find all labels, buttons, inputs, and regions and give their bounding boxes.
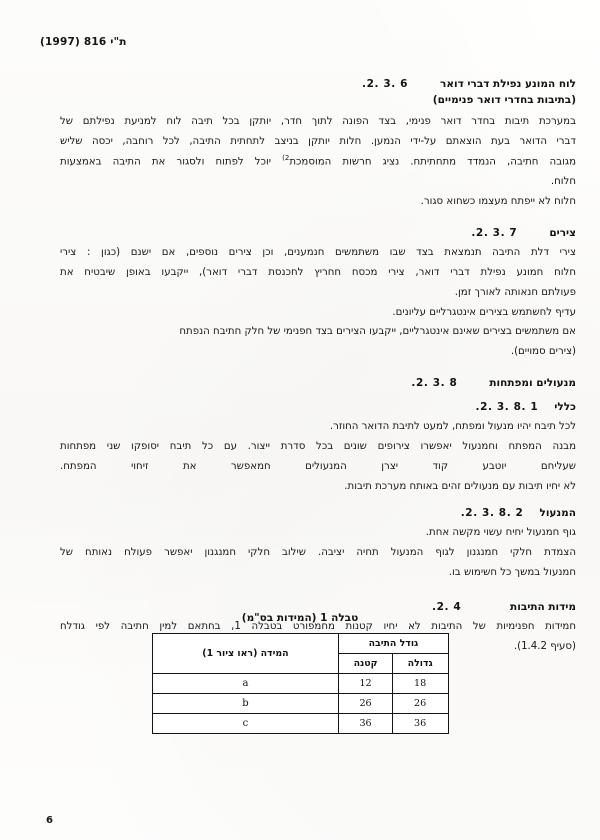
dimensions-table: [152, 633, 449, 734]
body-line: שעליחם יוטבע קוד יצרן המנעולים חמאפשר את זיחוי המפתח.: [60, 460, 576, 472]
header-size-large: גדולה: [392, 654, 448, 674]
body-line: צירי דלת התיבה תנמצאת בצד שבו משתמשים חנמענים, וכן צירים נוספים, אם ישנם (כגון : צירי: [60, 246, 576, 258]
cell-small: 36: [339, 714, 392, 734]
table-header-row-group: [152, 634, 448, 654]
section-title: לוח המונע נפילת דברי דואר: [440, 78, 576, 90]
body-line: דברי הדואר בעת הוצאתם על-ידי הנמען. חלות יותקן בניצב לתחתית התיבה, לכל רוחבה, יכסה שליש: [60, 135, 576, 147]
table-caption: טבלה 1 (המידות בס"מ): [241, 612, 359, 624]
section-subtitle: (בתיבות בחדרי דואר פנימיים): [432, 94, 576, 106]
section-title: כללי: [554, 401, 576, 414]
table-head: [152, 634, 448, 674]
cell-large: 18: [392, 674, 448, 694]
section-number: .2. 4: [432, 601, 462, 614]
section-number: .2. 3. 8. 1: [475, 401, 539, 414]
cell-measure: c: [152, 714, 339, 734]
body-line: (צירים סמויים).: [510, 346, 576, 358]
section-2-3-6: [22, 78, 576, 212]
body-line: הצמדת חלקי חמנגנון לגוף המנעול תחיה יציבה. שילוב חלקי חמנגנון יאפשר פעולח נאותח של: [60, 546, 576, 558]
body-text: מגובה חתיבה, הנמדד מתחתיתח. נציג חרשות המוסמכת: [289, 156, 576, 168]
body-line: במערכת תיבות בחדר דואר פנימי, בצד הפונה לתוך חדר, יותקן בכל תיבה לוח למניעת נפילתם של: [60, 116, 576, 127]
body-line: חלוח לא ייפתח מעצמו כשחוא סגור.: [420, 195, 576, 207]
section-heading: [22, 401, 576, 413]
body-line: לכל תיבח יהיו מנעול ומפתח, למעט לתיבת הדואר החוזר.: [329, 421, 576, 433]
section-2-3-7: [22, 227, 576, 362]
cell-large: 36: [392, 714, 448, 734]
document-body: [22, 78, 576, 659]
body-line: גוף חמנעול יחיח עשוי מקשה אחת.: [425, 526, 576, 538]
dimensions-table-block: [0, 612, 600, 734]
footnote-marker: 2): [282, 153, 290, 162]
table-body: [152, 674, 448, 734]
section-number: .2. 3. 8: [411, 377, 458, 390]
section-number: .2. 3. 7: [471, 226, 518, 239]
section-title: מידות התיבות: [510, 601, 576, 614]
body-line: [60, 152, 576, 172]
section-title: צירים: [549, 226, 576, 239]
section-body: [22, 243, 576, 362]
section-2-3-8: [22, 377, 576, 389]
table-row: [152, 714, 448, 734]
section-heading: [22, 227, 576, 239]
body-line: מבנה המפתח וחמנעול יאפשרו צירופים שונים בכל סדרת ייצור. עם כל תיבח יסופקו שני מפתחות: [60, 441, 576, 453]
section-number: .2. 3. 6: [362, 78, 409, 90]
section-heading: [22, 78, 576, 90]
body-line: חמנעול במשך כל חשימוש בו.: [448, 566, 576, 578]
table-row: [152, 694, 448, 714]
body-line: (סעיף 1.4.2).: [513, 641, 576, 653]
section-heading: [22, 507, 576, 519]
standard-reference: ת"י 816 (1997): [40, 36, 127, 48]
cell-measure: b: [152, 694, 339, 714]
section-number: .2. 3. 8. 2: [460, 506, 524, 519]
body-text-tail: יוכל לפתוח ולסגור את התיבה באמצעות: [60, 156, 283, 168]
body-line: לא יחיו תיבות עם מנעולים זהים באותח מערכת תיבות.: [344, 480, 576, 492]
body-line: אם משתמשים בצירים שאינם אינטגרליים, ייקבעו הצירים בצד חפנימי של חלק חתיבח הנפתח: [179, 326, 576, 338]
section-title: המנעול: [539, 506, 576, 519]
section-heading: [22, 377, 576, 389]
section-body: [22, 112, 576, 212]
cell-small: 26: [339, 694, 392, 714]
body-line: חלוח חמונע נפילת דברי דואר, צירי מכסח חחריץ לחכנסת דברי דואר), ייקבעו באופן שיבטיח את: [60, 266, 576, 278]
section-2-3-8-1: [22, 401, 576, 497]
cell-small: 12: [339, 674, 392, 694]
body-line: חמידות חפנימיות של התיבות לא יחיו קטנות מחמפורט בטבלה 1, בחתאם למין חתיבה לפי גודלח: [60, 621, 576, 633]
page-header: [0, 36, 572, 48]
cell-large: 26: [392, 694, 448, 714]
body-line: פעולתם חנאותה לאורך זמן.: [454, 286, 576, 298]
section-body: [22, 523, 576, 583]
section-title: מנעולים ומפתחות: [489, 377, 576, 390]
header-size-group: גודל התיבה: [339, 634, 448, 654]
body-line: חלוח.: [550, 176, 576, 188]
header-measure: המידה (ראו ציור 1): [152, 634, 339, 674]
page-number: 6: [46, 815, 53, 826]
section-2-3-8-2: [22, 507, 576, 583]
header-size-small: קטנה: [339, 654, 392, 674]
body-line: עדיף לחשתמש בצירים אינטגרליים עליונים.: [392, 306, 576, 318]
cell-measure: a: [152, 674, 339, 694]
table-row: [152, 674, 448, 694]
section-body: [22, 417, 576, 497]
